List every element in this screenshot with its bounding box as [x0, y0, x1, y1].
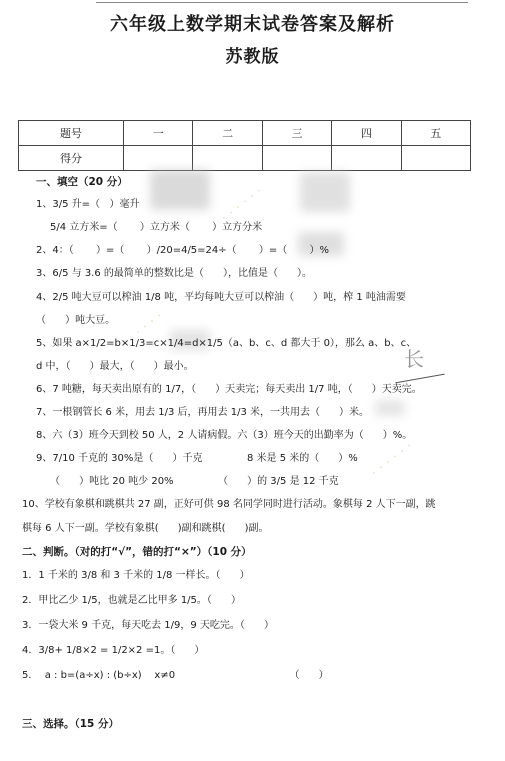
- question-line: 4、2/5 吨大豆可以榨油 1/8 吨，平均每吨大豆可以榨油（ ）吨，榨 1 吨油需要: [36, 292, 406, 303]
- question-line: 10、学校有象棋和跳棋共 27 副，正好可供 98 名同学同时进行活动。象棋每 2 人下一副，跳: [22, 499, 436, 510]
- watermark-blur: [300, 172, 350, 212]
- section-heading-fill: 一、填空（20 分）: [36, 176, 128, 188]
- header-rule: [96, 2, 468, 3]
- score-table-cell: 题号: [19, 121, 124, 146]
- watermark-stroke: [395, 374, 444, 384]
- score-table-header-row: [19, 121, 471, 146]
- question-line: 6、7 吨糖，每天卖出原有的 1/7，（ ）天卖完；每天卖出 1/7 吨，（ ）天卖完。: [36, 384, 422, 395]
- question-line: 1．1 千米的 3/8 和 3 千米的 1/8 一样长。（ ）: [22, 570, 250, 581]
- score-table-cell: 得分: [19, 146, 124, 171]
- watermark-text: · · · · · ·: [367, 438, 417, 482]
- score-table-cell: 四: [332, 121, 401, 146]
- score-input-cell[interactable]: [332, 146, 401, 171]
- question-line: 3、6/5 与 3.6 的最简单的整数比是（ ），比值是（ ）。: [36, 268, 313, 279]
- question-line: 9、7/10 千克的 30%是（ ）千克 8 米是 5 米的（ ）%: [36, 453, 358, 464]
- watermark-blur: [150, 170, 210, 210]
- page-title: 六年级上数学期末试卷答案及解析: [110, 14, 395, 35]
- score-table-cell: 五: [401, 121, 470, 146]
- question-line: 2．甲比乙少 1/5，也就是乙比甲多 1/5。（ ）: [22, 595, 241, 606]
- question-line: 棋每 6 人下一副。学校有象棋( )副和跳棋( )副。: [22, 523, 269, 534]
- question-line: 1、3/5 升=（ ）毫升: [36, 199, 140, 210]
- watermark-text: · · · · · ·: [117, 308, 167, 352]
- question-line: 4．3/8+ 1/8×2 = 1/2×2 =1。（ ）: [22, 645, 205, 656]
- question-line: d 中，（ ）最大，（ ）最小。: [36, 361, 194, 372]
- question-line: 5/4 立方米=（ ）立方米（ ）立方分米: [50, 222, 263, 233]
- question-line: （ ）吨比 20 吨少 20% （ ）的 3/5 是 12 千克: [50, 476, 339, 487]
- watermark-text: · · · · · ·: [217, 183, 267, 227]
- question-line: 5、如果 a×1/2=b×1/3=c×1/4=d×1/5（a、b、c、d 都大于 0），那么 a、b、c、: [36, 338, 417, 349]
- score-table: [18, 120, 471, 171]
- watermark-char: 长: [404, 347, 424, 371]
- section-heading-choice: 三、选择。（15 分）: [22, 718, 120, 730]
- score-input-cell[interactable]: [401, 146, 470, 171]
- score-table-cell: 三: [262, 121, 331, 146]
- section-heading-judge: 二、判断。（对的打“√”，错的打“×”）（10 分）: [22, 546, 252, 558]
- score-table-score-row: [19, 146, 471, 171]
- question-line: 8、六（3）班今天到校 50 人，2 人请病假。六（3）班今天的出勤率为（ ）%。: [36, 430, 413, 441]
- question-line: 7、一根钢管长 6 米，用去 1/3 后，再用去 1/3 米，一共用去（ ）米。: [36, 407, 370, 418]
- question-line: 2、4：（ ）=（ ）/20=4/5=24÷（ ）=（ ）%: [36, 245, 330, 256]
- score-input-cell[interactable]: [193, 146, 262, 171]
- watermark-blur: [375, 400, 405, 416]
- score-table-cell: 二: [193, 121, 262, 146]
- question-line: （ ）吨大豆。: [36, 315, 116, 326]
- question-line: 3．一袋大米 9 千克，每天吃去 1/9，9 天吃完。（ ）: [22, 620, 274, 631]
- score-input-cell[interactable]: [124, 146, 193, 171]
- score-table-cell: 一: [124, 121, 193, 146]
- page-subtitle: 苏教版: [225, 47, 280, 67]
- question-line: 5． a : b=(a÷x) : (b÷x) x≠0 （ ）: [22, 670, 329, 681]
